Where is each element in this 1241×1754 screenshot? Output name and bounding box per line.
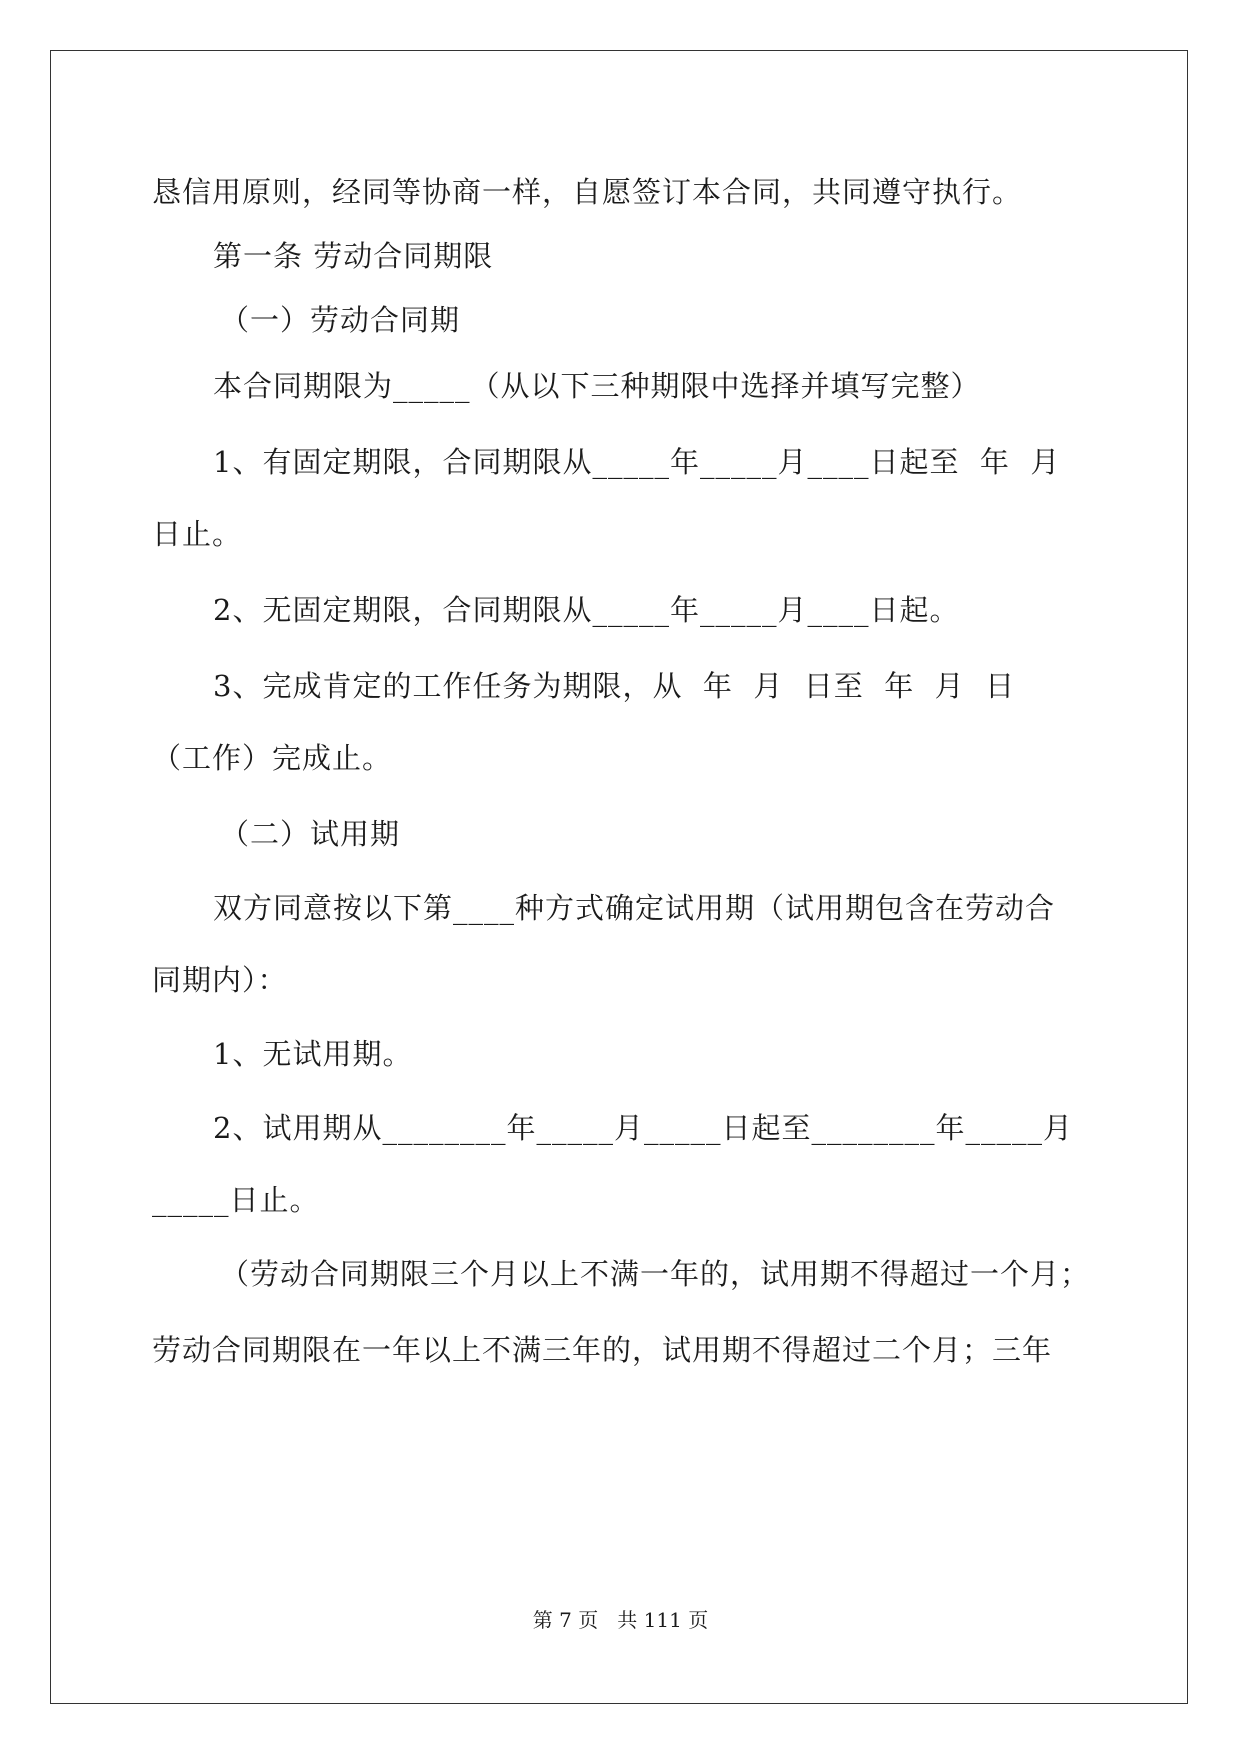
page-number-footer: 第 7 页 共 111 页 <box>532 1608 709 1632</box>
subsection-heading: （一）劳动合同期 <box>220 303 461 337</box>
text-line: 2、试用期从________年_____月_____日起至________年_____月 <box>213 1111 1073 1145</box>
text-line: 同期内）： <box>152 963 288 997</box>
text-line: 日止。 <box>152 517 243 551</box>
text-line: （劳动合同期限三个月以上不满一年的，试用期不得超过一个月； <box>220 1257 1091 1291</box>
text-line: _____日止。 <box>152 1183 320 1217</box>
page-frame <box>50 50 1188 1704</box>
text-line: （工作）完成止。 <box>152 741 393 775</box>
text-line: 1、无试用期。 <box>213 1037 413 1071</box>
text-line: 双方同意按以下第____种方式确定试用期（试用期包含在劳动合 <box>213 891 1056 925</box>
text-line: 1、有固定期限，合同期限从_____年_____月____日起至 年 月 <box>213 445 1061 479</box>
text-line: 2、无固定期限，合同期限从_____年_____月____日起。 <box>213 593 960 627</box>
text-line: 恳信用原则，经同等协商一样，自愿签订本合同，共同遵守执行。 <box>152 175 1023 209</box>
section-heading: 第一条 劳动合同期限 <box>213 239 494 273</box>
text-line: 本合同期限为_____（从以下三种期限中选择并填写完整） <box>213 369 981 403</box>
text-line: 3、完成肯定的工作任务为期限，从 年 月 日至 年 月 日 <box>213 669 1016 703</box>
text-line: 劳动合同期限在一年以上不满三年的，试用期不得超过二个月；三年 <box>152 1333 1053 1367</box>
subsection-heading: （二）试用期 <box>220 817 401 851</box>
